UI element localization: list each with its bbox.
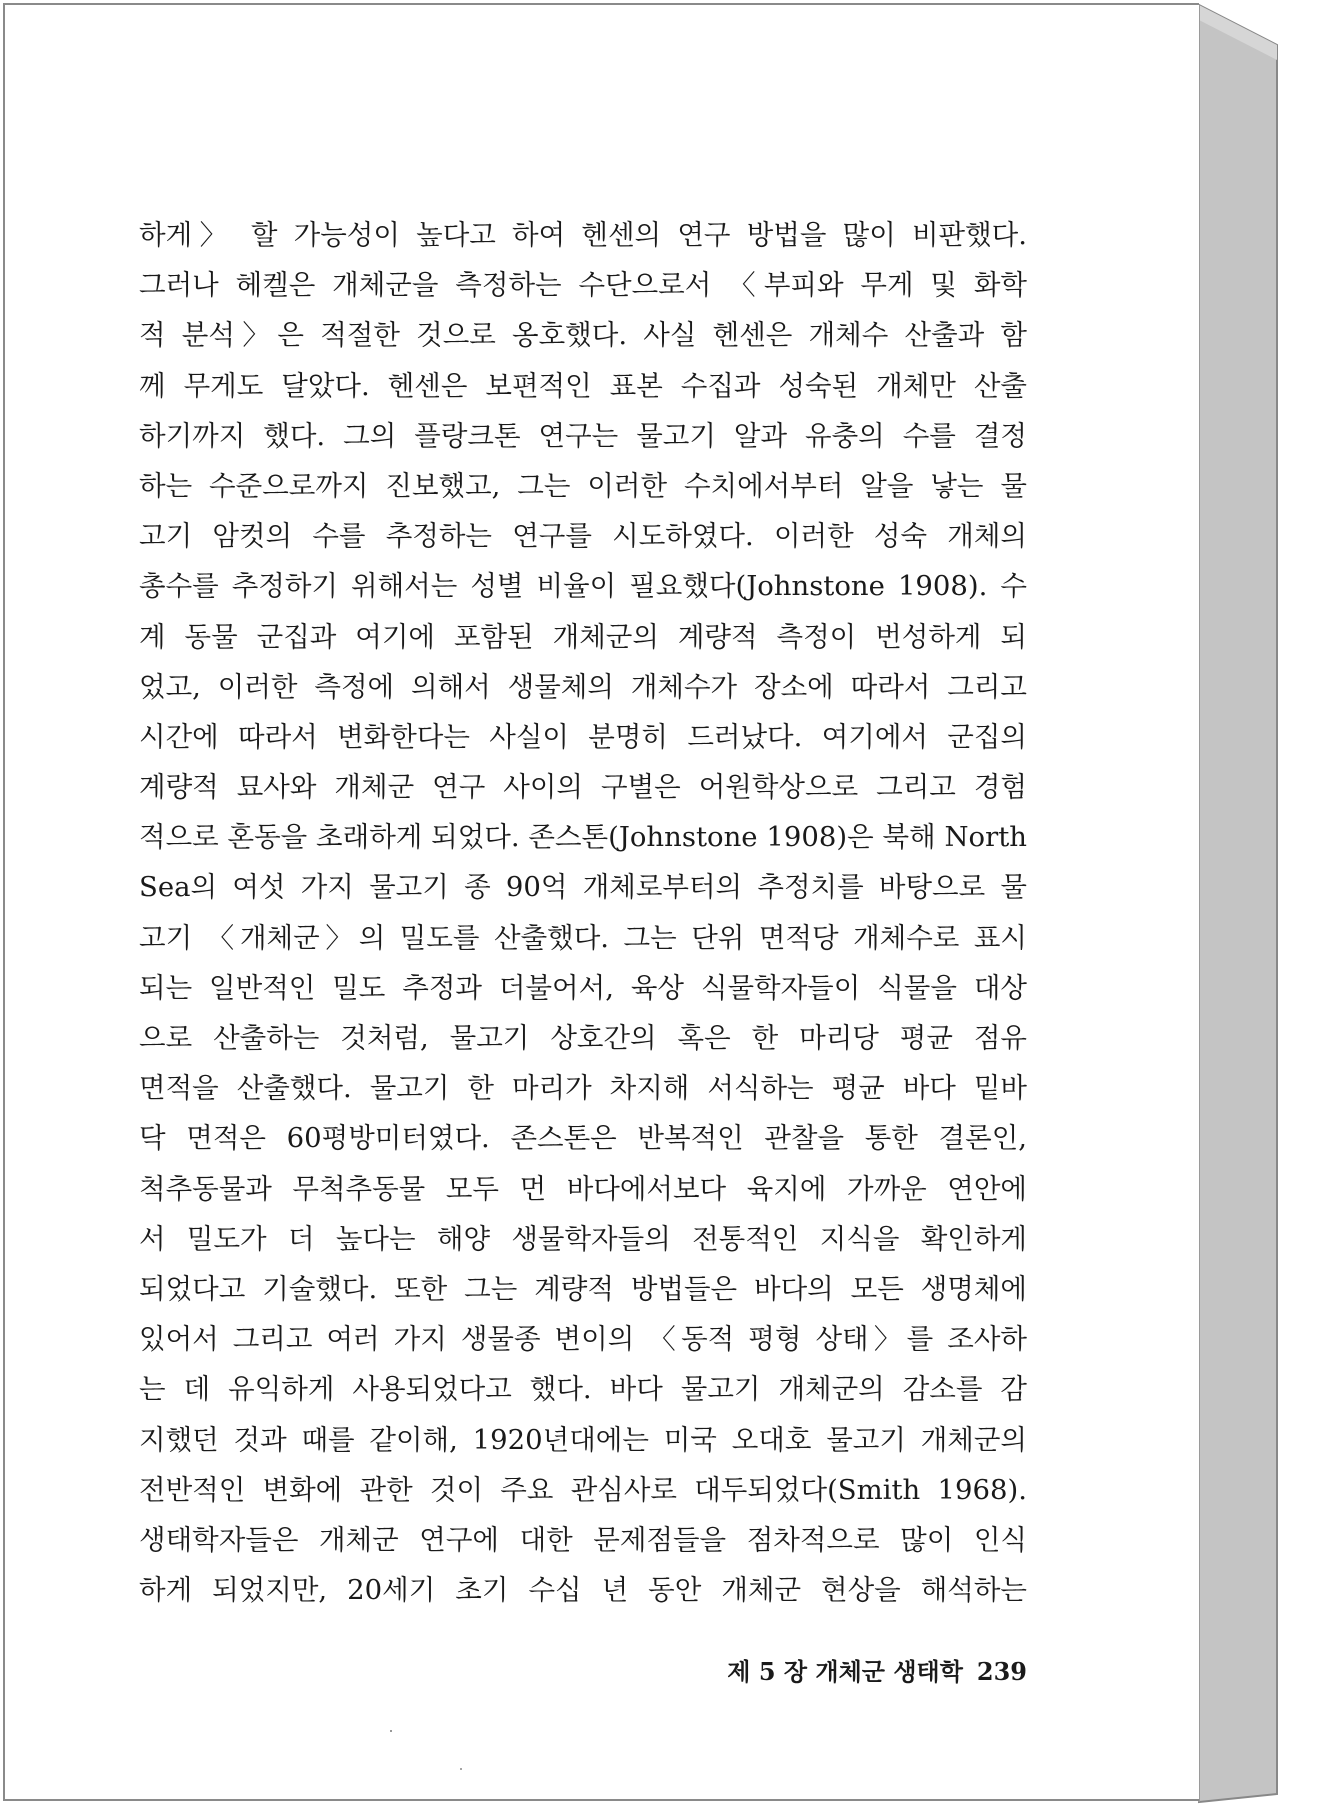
text-line-5: 하기까지 했다. 그의 플랑크톤 연구는 물고기 알과 유충의 수를 결정: [139, 419, 1027, 452]
text-line-9: 계 동물 군집과 여기에 포함된 개체군의 계량적 측정이 번성하게 되: [139, 620, 1027, 653]
scan-speck: [390, 1730, 392, 1732]
text-line-19: 닥 면적은 60평방미터였다. 존스톤은 반복적인 관찰을 통한 결론인,: [139, 1122, 1027, 1155]
text-line-10: 었고, 이러한 측정에 의해서 생물체의 개체수가 장소에 따라서 그리고: [139, 670, 1027, 703]
text-line-7: 고기 암컷의 수를 추정하는 연구를 시도하였다. 이러한 성숙 개체의: [139, 520, 1027, 553]
text-line-11: 시간에 따라서 변화한다는 사실이 분명히 드러났다. 여기에서 군집의: [139, 720, 1027, 753]
text-line-24: 는 데 유익하게 사용되었다고 했다. 바다 물고기 개체군의 감소를 감: [139, 1373, 1027, 1406]
text-line-16: 되는 일반적인 밀도 추정과 더불어서, 육상 식물학자들이 식물을 대상: [139, 971, 1027, 1004]
text-line-6: 하는 수준으로까지 진보했고, 그는 이러한 수치에서부터 알을 낳는 물: [139, 469, 1027, 502]
text-line-2: 그러나 헤켈은 개체군을 측정하는 수단으로서 〈부피와 무게 및 화학: [139, 269, 1027, 302]
text-line-3: 적 분석〉은 적절한 것으로 옹호했다. 사실 헨센은 개체수 산출과 함: [139, 319, 1027, 352]
text-line-12: 계량적 묘사와 개체군 연구 사이의 구별은 어원학상으로 그리고 경험: [139, 771, 1027, 804]
text-line-13: 적으로 혼동을 초래하게 되었다. 존스톤(Johnstone 1908)은 북해 North: [139, 821, 1027, 854]
text-line-15: 고기 〈개체군〉의 밀도를 산출했다. 그는 단위 면적당 개체수로 표시: [139, 921, 1027, 954]
text-line-14: Sea의 여섯 가지 물고기 종 90억 개체로부터의 추정치를 바탕으로 물: [139, 871, 1027, 904]
body-text: [139, 210, 1027, 1615]
text-line-21: 서 밀도가 더 높다는 해양 생물학자들의 전통적인 지식을 확인하게: [139, 1222, 1027, 1255]
scan-speck: [460, 1768, 462, 1770]
text-line-25: 지했던 것과 때를 같이해, 1920년대에는 미국 오대호 물고기 개체군의: [139, 1423, 1027, 1456]
chapter-title: 제 5 장 개체군 생태학: [727, 1657, 963, 1686]
text-line-4: 께 무게도 달았다. 헨센은 보편적인 표본 수집과 성숙된 개체만 산출: [139, 369, 1027, 402]
text-line-18: 면적을 산출했다. 물고기 한 마리가 차지해 서식하는 평균 바다 밑바: [139, 1072, 1027, 1105]
text-line-28: 하게 되었지만, 20세기 초기 수십 년 동안 개체군 현상을 해석하는: [139, 1574, 1027, 1607]
text-line-17: 으로 산출하는 것처럼, 물고기 상호간의 혹은 한 마리당 평균 점유: [139, 1022, 1027, 1054]
text-line-26: 전반적인 변화에 관한 것이 주요 관심사로 대두되었다(Smith 1968).: [139, 1473, 1027, 1506]
text-line-1: 하게〉 할 가능성이 높다고 하여 헨센의 연구 방법을 많이 비판했다.: [139, 219, 1027, 251]
running-footer: [700, 1652, 1027, 1687]
text-line-8: 총수를 추정하기 위해서는 성별 비율이 필요했다(Johnstone 1908). 수: [139, 570, 1027, 603]
page-number: 239: [976, 1657, 1027, 1686]
text-line-20: 척추동물과 무척추동물 모두 먼 바다에서보다 육지에 가까운 연안에: [139, 1172, 1027, 1205]
text-line-27: 생태학자들은 개체군 연구에 대한 문제점들을 점차적으로 많이 인식: [139, 1523, 1027, 1556]
text-line-22: 되었다고 기술했다. 또한 그는 계량적 방법들은 바다의 모든 생명체에: [139, 1272, 1027, 1305]
text-line-23: 있어서 그리고 여러 가지 생물종 변이의 〈동적 평형 상태〉를 조사하: [139, 1323, 1027, 1356]
